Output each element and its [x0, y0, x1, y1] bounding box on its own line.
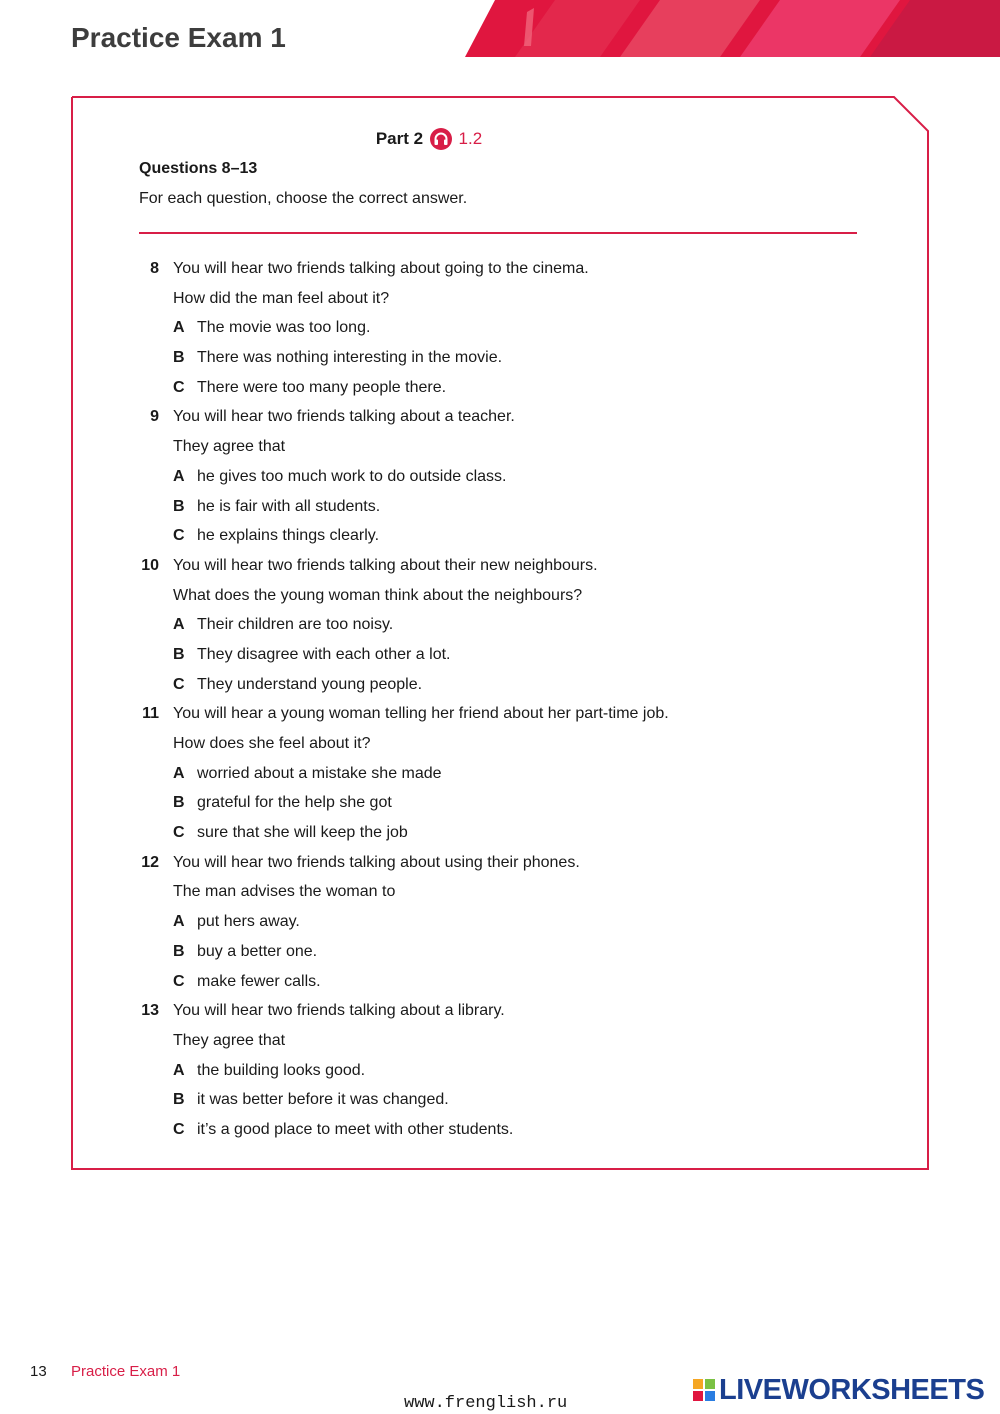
- question-prompt: You will hear a young woman telling her friend about her part-time job.: [173, 705, 669, 723]
- questions-range: Questions 8–13: [139, 160, 258, 177]
- question-stem: They agree that: [173, 438, 286, 456]
- option-text: it’s a good place to meet with other students.: [197, 1120, 514, 1138]
- answer-option[interactable]: [139, 612, 857, 642]
- question-stem: The man advises the woman to: [173, 883, 396, 901]
- option-letter: A: [173, 764, 185, 782]
- question-stem-line: [139, 731, 857, 761]
- option-text: Their children are too noisy.: [197, 616, 394, 634]
- answer-option[interactable]: [139, 672, 857, 702]
- audio-track-number: 1.2: [458, 129, 483, 148]
- option-letter: A: [173, 616, 185, 634]
- question-number: 8: [150, 260, 159, 277]
- question-prompt: You will hear two friends talking about a teacher.: [173, 408, 515, 426]
- option-text: They understand young people.: [197, 675, 423, 693]
- option-letter: B: [173, 1091, 185, 1109]
- option-letter: A: [173, 1061, 185, 1079]
- part-heading: [0, 128, 858, 150]
- answer-option[interactable]: [139, 642, 857, 672]
- answer-option[interactable]: [139, 790, 857, 820]
- answer-option[interactable]: [139, 939, 857, 969]
- answer-option[interactable]: [139, 315, 857, 345]
- question-prompt-line: [139, 850, 857, 880]
- question-stem-line: [139, 434, 857, 464]
- option-text: grateful for the help she got: [197, 794, 392, 812]
- option-text: The movie was too long.: [197, 319, 371, 337]
- question-prompt: You will hear two friends talking about a library.: [173, 1002, 505, 1020]
- option-letter: A: [173, 913, 185, 931]
- question-prompt-line: [139, 998, 857, 1028]
- option-text: sure that she will keep the job: [197, 824, 408, 842]
- question-stem-line: [139, 879, 857, 909]
- header-banner: [0, 0, 1000, 60]
- option-letter: B: [173, 349, 185, 367]
- question-number: 11: [142, 705, 159, 723]
- option-letter: C: [173, 824, 185, 842]
- watermark-url: www.frenglish.ru: [404, 1394, 568, 1413]
- option-letter: C: [173, 972, 185, 990]
- question-stem-line: [139, 1028, 857, 1058]
- liveworksheets-logo-icon: [693, 1379, 715, 1401]
- answer-option[interactable]: [139, 345, 857, 375]
- option-letter: B: [173, 794, 185, 812]
- option-text: the building looks good.: [197, 1061, 366, 1079]
- question-stem-line: [139, 583, 857, 613]
- option-letter: B: [173, 497, 185, 515]
- instruction-text: For each question, choose the correct answer.: [139, 190, 468, 207]
- question-prompt: You will hear two friends talking about going to the cinema.: [173, 260, 589, 277]
- option-letter: A: [173, 467, 185, 485]
- question-prompt-line: [139, 701, 857, 731]
- option-text: put hers away.: [197, 913, 300, 931]
- question-number: 10: [141, 556, 159, 574]
- headphones-icon: [430, 128, 452, 150]
- question-prompt: You will hear two friends talking about using their phones.: [173, 853, 580, 871]
- answer-option[interactable]: [139, 494, 857, 524]
- answer-option[interactable]: [139, 375, 857, 405]
- question-stem: What does the young woman think about the neighbours?: [173, 586, 583, 604]
- option-text: There was nothing interesting in the movie.: [197, 349, 503, 367]
- question-number: 9: [150, 408, 159, 426]
- footer-section-title: Practice Exam 1: [71, 1363, 181, 1380]
- question-prompt-line: [139, 404, 857, 434]
- answer-option[interactable]: [139, 969, 857, 999]
- part-label: Part 2: [375, 129, 424, 148]
- question-stem: How does she feel about it?: [173, 735, 371, 752]
- option-text: he is fair with all students.: [197, 497, 381, 515]
- footer-page-number: 13: [30, 1363, 47, 1380]
- answer-option[interactable]: [139, 464, 857, 494]
- option-letter: C: [173, 527, 185, 545]
- option-letter: A: [173, 319, 185, 337]
- option-letter: C: [173, 675, 185, 693]
- divider-rule: [139, 232, 857, 234]
- question-prompt-line: [139, 553, 857, 583]
- option-text: buy a better one.: [197, 942, 318, 960]
- option-text: it was better before it was changed.: [197, 1091, 449, 1109]
- answer-option[interactable]: [139, 820, 857, 850]
- question-list: [139, 256, 857, 1147]
- question-number: 12: [141, 853, 159, 871]
- option-text: worried about a mistake she made: [197, 764, 442, 782]
- question-stem-line: [139, 286, 857, 316]
- option-letter: C: [173, 1120, 185, 1138]
- liveworksheets-logo[interactable]: [693, 1374, 984, 1406]
- question-stem: They agree that: [173, 1031, 286, 1049]
- option-text: make fewer calls.: [197, 972, 321, 990]
- logo-wordmark: LIVEWORKSHEETS: [719, 1373, 985, 1406]
- question-number: 13: [141, 1002, 159, 1020]
- option-text: They disagree with each other a lot.: [197, 645, 451, 663]
- question-prompt-line: [139, 256, 857, 286]
- answer-option[interactable]: [139, 909, 857, 939]
- option-text: he gives too much work to do outside class.: [197, 467, 507, 485]
- option-text: he explains things clearly.: [197, 527, 380, 545]
- answer-option[interactable]: [139, 1117, 857, 1147]
- answer-option[interactable]: [139, 1087, 857, 1117]
- page-title: Practice Exam 1: [71, 22, 286, 53]
- answer-option[interactable]: [139, 761, 857, 791]
- option-letter: B: [173, 645, 185, 663]
- option-letter: B: [173, 942, 185, 960]
- question-prompt: You will hear two friends talking about their new neighbours.: [173, 556, 598, 574]
- answer-option[interactable]: [139, 1058, 857, 1088]
- option-letter: C: [173, 378, 185, 396]
- option-text: There were too many people there.: [197, 378, 447, 396]
- question-stem: How did the man feel about it?: [173, 289, 390, 307]
- answer-option[interactable]: [139, 523, 857, 553]
